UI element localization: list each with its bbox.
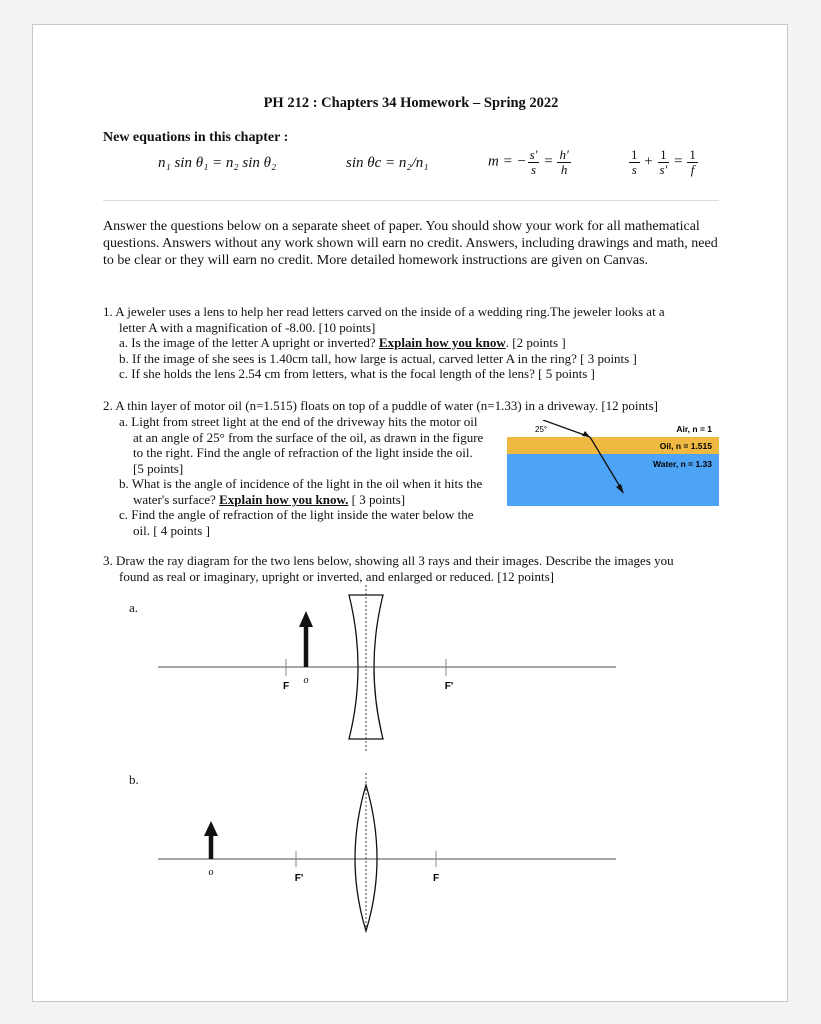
q2-c-line2: oil. [ 4 points ] [133,522,210,538]
question-1 [103,304,728,382]
mag-fraction-s [528,148,540,176]
q3-line1: 3. Draw the ray diagram for the two lens below, showing all 3 rays and their images. Describe the images you [103,553,674,568]
converging-lens-diagram [153,773,623,933]
q2-b-text: water's surface? [133,491,220,507]
lens-frac1-den: s [631,161,637,177]
lens-fraction-f [687,148,698,176]
diverging-lens-diagram [153,585,623,755]
instructions-paragraph: Answer the questions below on a separate sheet of paper. You should show your work for all mathematical questions. Answers without any work shown will earn no credit. Answers, including drawings and math, need to be clear or they will earn no credit. More detailed homework instructions are given on Canvas. [103,219,718,268]
mag-lhs: m = − [488,153,527,170]
lens-frac2-num: 1 [660,147,667,162]
lens-frac2-den: s′ [659,161,668,177]
mag-frac2-den: h [560,161,568,177]
q2-b-line1: b. What is the angle of incidence of the light in the oil when it hits the [119,476,483,491]
q2-b-emphasis: Explain how you know. [219,491,349,507]
q1-part-a [103,335,728,351]
diagram-a-label: a. [129,600,139,615]
q2-c-line1: c. Find the angle of refraction of the light inside the water below the [119,507,474,522]
focal-label-right: F [432,873,440,884]
question-3 [103,553,733,584]
q2-heading: 2. A thin layer of motor oil (n=1.515) floats on top of a puddle of water (n=1.33) in a driveway. [12 points] [103,398,659,413]
lens-plus: + [644,153,653,170]
lens-fraction-s-prime [657,148,669,176]
q1-part-c: c. If she holds the lens 2.54 cm from letters, what is the focal length of the lens? [ 5 points ] [119,366,595,381]
lens-equals: = [674,153,683,170]
oil-label: Oil, n = 1.515 [659,441,712,451]
mag-frac1-den: s [531,161,537,177]
object-label: o [303,675,309,686]
lens-frac1-num: 1 [631,147,638,162]
focal-label-right: F' [444,681,454,692]
question-2-parts [103,414,508,538]
object-arrowhead [204,821,218,836]
q1-part-b: b. If the image of she sees is 1.40cm tall, how large is actual, carved letter A in the ring? [ 3 points ] [119,350,637,366]
mag-frac2-num: h′ [559,147,569,162]
mag-fraction-h [557,148,570,176]
focal-label-left: F' [294,873,304,884]
q1-line2: letter A with a magnification of -8.00. [10 points] [119,319,376,335]
q2-a-line1: a. Light from street light at the end of the driveway hits the motor oil [119,414,478,429]
q2-b-line2 [103,492,508,508]
water-label: Water, n = 1.33 [653,459,712,469]
lens-frac3-den: f [690,161,695,177]
critical-angle-equation: sin θc = n₂/n₁ [346,155,429,171]
q1-a-emphasis: Explain how you know [378,335,506,350]
equations-heading: New equations in this chapter : [103,130,289,145]
object-label: o [208,867,214,878]
q2-a-line2: at an angle of 25° from the surface of the oil, as drawn in the figure [133,429,484,445]
q1-line1: 1. A jeweler uses a lens to help her read letters carved on the inside of a wedding ring.The jeweler looks at a [103,304,665,319]
snell-law-equation: n₁ sin θ₁ = n₂ sin θ₂ [158,155,277,171]
magnification-equation [488,148,572,176]
page-title: PH 212 : Chapters 34 Homework – Spring 2022 [263,95,559,111]
q2-a-line3: to the right. Find the angle of refraction of the light inside the oil. [133,445,473,460]
lens-frac3-num: 1 [689,147,696,162]
q3-line2: found as real or imaginary, upright or inverted, and enlarged or reduced. [12 points] [119,568,554,584]
section-divider [103,200,719,201]
q1-a-points: . [2 points ] [505,335,566,350]
focal-label-left: F [282,681,290,692]
angle-label: 25° [535,425,548,434]
homework-page [32,24,788,1002]
thin-lens-equation [628,148,699,176]
mag-frac1-num: s′ [529,147,538,162]
q2-a-line4: [5 points] [133,460,184,476]
mag-equals: = [544,153,553,170]
object-arrowhead [299,611,313,627]
diagram-b-label: b. [129,772,139,787]
air-label: Air, n = 1 [676,424,712,434]
q1-a-text: a. Is the image of the letter A upright or inverted? [119,335,379,350]
oil-water-figure [507,420,719,506]
q2-b-points: [ 3 points] [348,491,406,507]
lens-fraction-s [629,148,640,176]
